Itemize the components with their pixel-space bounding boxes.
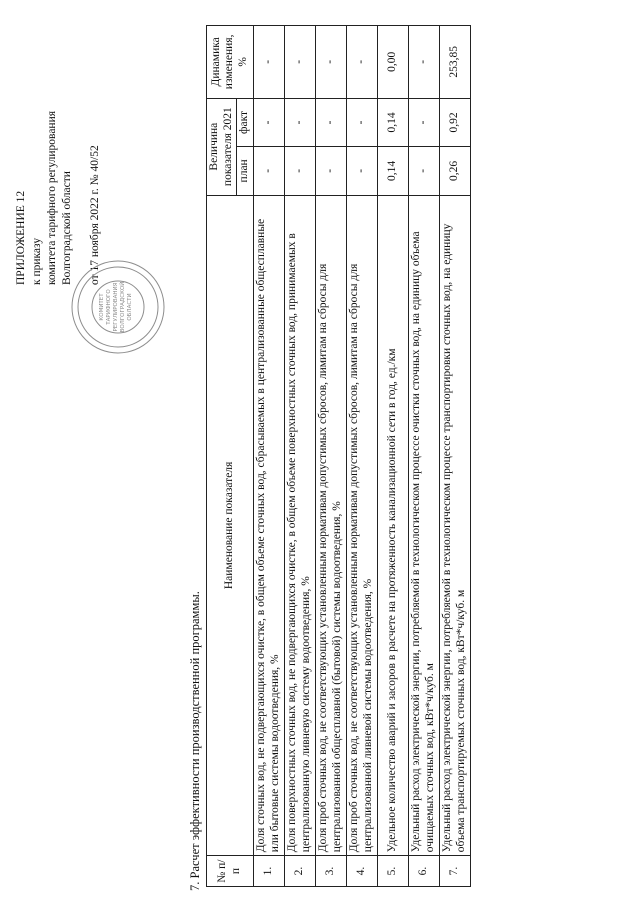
seal-text-5: ОБЛАСТИ [127,293,133,321]
appendix-title: ПРИЛОЖЕНИЕ 12 [15,190,27,285]
seal-text-1: КОМИТЕТ [99,293,105,321]
row-dynamics: - [408,26,439,99]
header-name: Наименование показателя [207,195,254,856]
row-num: 1. [253,856,284,887]
row-fact: 0,14 [377,98,408,146]
header-dynamics: Динамика изменения, % [207,26,254,99]
row-num: 5. [377,856,408,887]
row-num: 6. [408,856,439,887]
row-name: Удельное количество аварий и засоров в расчете на протяженность канализационной сети в год, ед./км [377,195,408,856]
seal-text-2: ТАРИФНОГО [106,289,112,325]
row-name: Удельный расход электрической энергии, потребляемой в технологическом процессе транспортировки сточных вод, на единицу объема транспортируемых сточных вод, кВт*ч/куб. м [439,195,470,856]
row-name: Доля проб сточных вод, не соответствующих установленным нормативам допустимых сбросов, лимитам на сбросы для централизованной общесплавной (бытовой) системы водоотведения, % [315,195,346,856]
row-plan: - [284,147,315,195]
row-plan: - [408,147,439,195]
seal-text-4: ВОЛГОГРАДСКОЙ [120,281,126,333]
header-plan: план [237,147,254,195]
row-dynamics: - [346,26,377,99]
row-plan: - [315,147,346,195]
row-name: Доля поверхностных сточных вод, не подвергающихся очистке, в общем объеме поверхностных сточных вод, принимаемых в централизованную ливневую систему водоотведения, % [284,195,315,856]
row-plan: 0,14 [377,147,408,195]
appendix-line-committee: комитета тарифного регулирования [46,110,58,285]
row-fact: 0,92 [439,98,470,146]
row-num: 4. [346,856,377,887]
table-row [439,26,470,887]
seal-text-3: РЕГУЛИРОВАНИЯ [113,282,119,332]
row-fact: - [346,98,377,146]
table-row [377,26,408,887]
row-dynamics: - [284,26,315,99]
row-fact: - [253,98,284,146]
row-dynamics: - [253,26,284,99]
row-dynamics: 253,85 [439,26,470,99]
row-name: Доля сточных вод, не подвергающихся очистке, в общем объеме сточных вод, сбрасываемых в централизованные общесплавные или бытовые системы водоотведения, % [253,195,284,856]
row-name: Удельный расход электрической энергии, потребляемой в технологическом процессе очистки сточных вод, на единицу объема очищаемых сточных вод, кВт*ч/куб. м [408,195,439,856]
table-row [346,26,377,887]
row-num: 7. [439,856,470,887]
row-name: Доля проб сточных вод, не соответствующих установленным нормативам допустимых сбросов, лимитам на сбросы для централизованной ливневой системы водоотведения, % [346,195,377,856]
row-fact: - [408,98,439,146]
table-row [253,26,284,887]
row-plan: 0,26 [439,147,470,195]
row-num: 2. [284,856,315,887]
row-plan: - [253,147,284,195]
row-fact: - [284,98,315,146]
table-row [284,26,315,887]
table-row [408,26,439,887]
row-dynamics: 0,00 [377,26,408,99]
appendix-header [14,15,103,285]
appendix-dateline: от 17 ноября 2022 г. № 40/52 [89,145,101,285]
table-row [315,26,346,887]
row-num: 3. [315,856,346,887]
row-fact: - [315,98,346,146]
appendix-line-region: Волгоградской области [61,171,73,285]
header-value-group: Величина показателя 2021 [207,98,237,195]
row-plan: - [346,147,377,195]
header-num: № п/п [207,856,254,887]
row-dynamics: - [315,26,346,99]
efficiency-table [206,25,471,887]
appendix-line-order: к приказу [31,237,43,285]
section-caption: 7. Расчет эффективности производственной программы. [188,591,202,891]
official-seal [70,259,166,355]
header-fact: факт [237,98,254,146]
